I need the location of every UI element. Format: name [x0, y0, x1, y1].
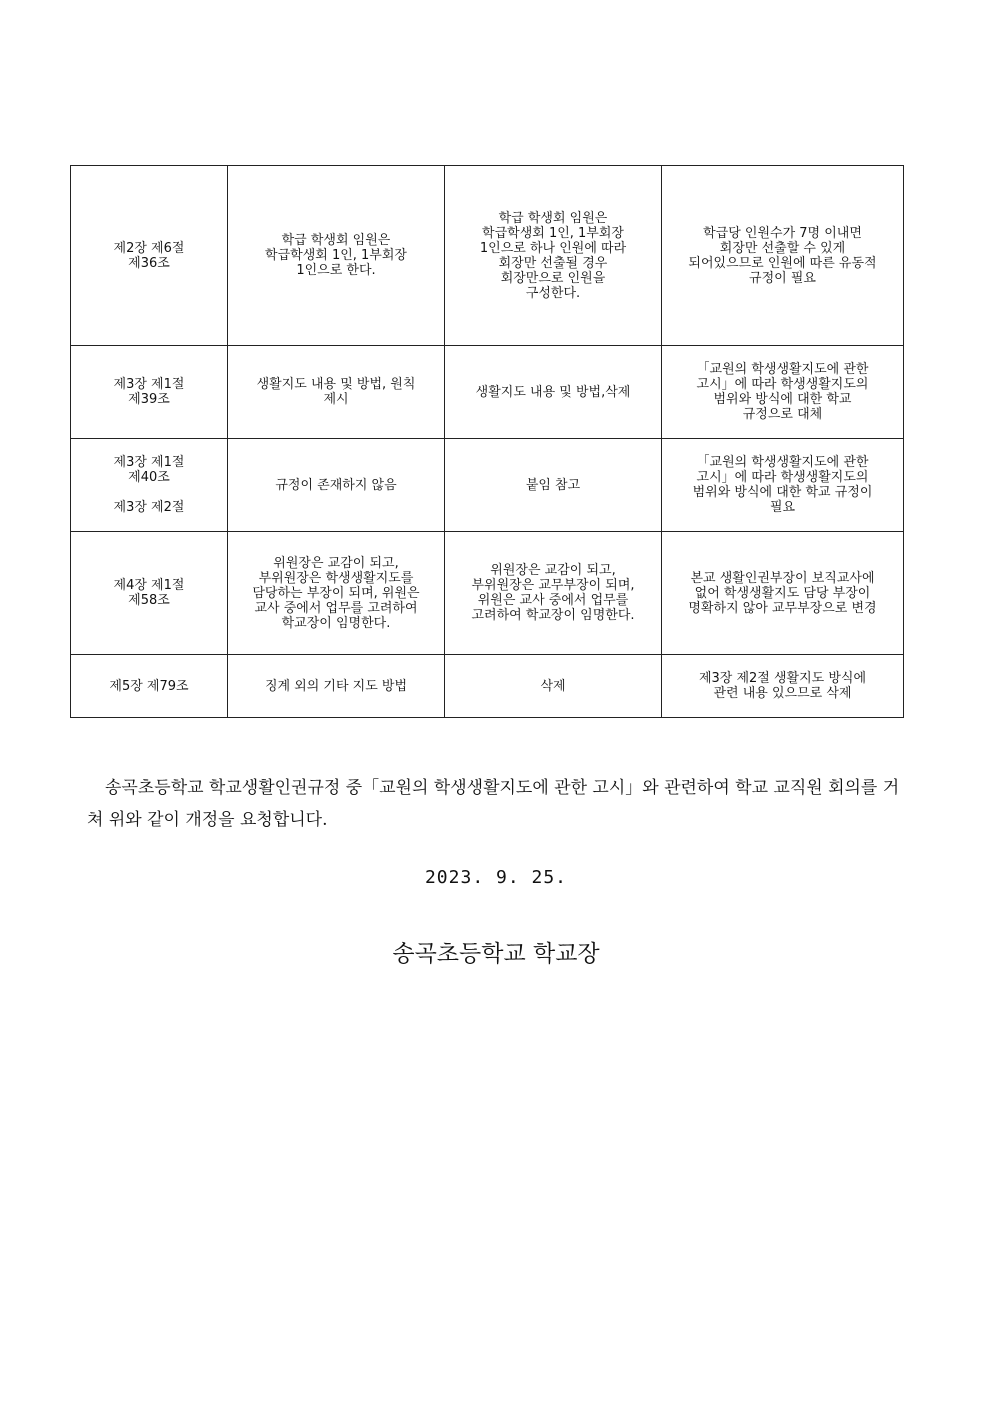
current-cell: [228, 439, 445, 532]
reason-cell: [662, 166, 904, 346]
cell-line: 학급학생회 1인, 1부회장: [265, 248, 407, 263]
cell-line: 위원은 교사 중에서 업무를: [477, 593, 629, 608]
cell-line: 학교장이 임명한다.: [281, 615, 391, 631]
cell-line: 필요: [769, 500, 796, 515]
article-cell: [71, 166, 228, 346]
cell-line: 되어있으므로 인원에 따른 유동적: [688, 255, 877, 271]
cell-line: 제40조: [128, 470, 170, 485]
cell-line: 1인으로 한다.: [296, 263, 376, 278]
reason-cell: [662, 532, 904, 655]
cell-line: 제3장 제1절: [113, 455, 185, 470]
signer-title: 송곡초등학교 학교장: [392, 941, 600, 967]
cell-line: 「교원의 학생생활지도에 관한: [696, 455, 869, 470]
article-cell: [71, 532, 228, 655]
cell-line: 명확하지 않아 교무부장으로 변경: [688, 600, 877, 616]
current-cell: [228, 166, 445, 346]
cell-line: 관련 내용 있으므로 삭제: [713, 686, 852, 701]
cell-line: 「교원의 학생생활지도에 관한: [696, 362, 869, 377]
cell-line: 삭제: [540, 678, 566, 694]
cell-line: 징계 외의 기타 지도 방법: [264, 678, 408, 694]
cell-line: 규정으로 대체: [742, 407, 823, 422]
cell-line: 고시」에 따라 학생생활지도의: [696, 470, 869, 485]
revised-cell: [445, 655, 662, 718]
cell-line: 범위와 방식에 대한 학교: [713, 392, 852, 407]
cell-line: 생활지도 내용 및 방법,삭제: [475, 384, 631, 400]
table-row: [71, 439, 904, 532]
cell-line: 학급당 인원수가 7명 이내면: [703, 225, 862, 241]
table-row: [71, 532, 904, 655]
revised-cell: [445, 166, 662, 346]
cell-line: 범위와 방식에 대한 학교 규정이: [692, 485, 873, 500]
cell-line: 학급학생회 1인, 1부회장: [482, 225, 624, 241]
cell-line: 구성한다.: [525, 285, 581, 301]
blank-line: [77, 485, 221, 500]
current-cell: [228, 655, 445, 718]
cell-line: 학급 학생회 임원은: [498, 210, 608, 226]
cell-line: 제시: [323, 392, 349, 407]
cell-line: 회장만 선출할 수 있게: [719, 240, 846, 256]
cell-line: 붙임 참고: [525, 477, 581, 493]
current-cell: [228, 346, 445, 439]
cell-line: 위원장은 교감이 되고,: [273, 555, 399, 571]
cell-line: 본교 생활인권부장이 보직교사에: [690, 570, 875, 586]
cell-line: 부위원장은 학생생활지도를: [258, 570, 414, 586]
revised-cell: [445, 532, 662, 655]
cell-line: 1인으로 하나 인원에 따라: [479, 240, 627, 256]
article-cell: [71, 655, 228, 718]
cell-line: 없어 학생생활지도 담당 부장이: [694, 585, 871, 601]
cell-line: 제39조: [128, 392, 170, 407]
reason-cell: [662, 346, 904, 439]
cell-line: 제5장 제79조: [109, 678, 189, 694]
cell-line: 규정이 존재하지 않음: [275, 477, 397, 493]
cell-line: 부위원장은 교무부장이 되며,: [471, 578, 635, 593]
cell-line: 회장만 선출될 경우: [498, 255, 608, 271]
reason-cell: [662, 439, 904, 532]
table-row: [71, 655, 904, 718]
cell-line: 회장만으로 인원을: [500, 270, 606, 286]
revision-table: [70, 165, 904, 718]
table-row: [71, 166, 904, 346]
cell-line: 담당하는 부장이 되며, 위원은: [252, 585, 420, 601]
cell-line: 제3장 제2절 생활지도 방식에: [698, 671, 867, 686]
cell-line: 고시」에 따라 학생생활지도의: [696, 377, 869, 392]
reason-cell: [662, 655, 904, 718]
cell-line: 생활지도 내용 및 방법, 원칙: [256, 377, 416, 392]
article-cell: [71, 346, 228, 439]
revised-cell: [445, 439, 662, 532]
revision-table-body: [71, 166, 904, 718]
request-paragraph: 송곡초등학교 학교생활인권규정 중「교원의 학생생활지도에 관한 고시」와 관련하여 학교 교직원 회의를 거쳐 위와 같이 개정을 요청합니다.: [87, 778, 900, 830]
cell-line: 제4장 제1절: [113, 578, 185, 593]
cell-line: 위원장은 교감이 되고,: [490, 563, 616, 578]
table-row: [71, 346, 904, 439]
article-cell: [71, 439, 228, 532]
cell-line: 학급 학생회 임원은: [281, 233, 391, 248]
cell-line: 제36조: [128, 255, 170, 271]
cell-line: 제58조: [128, 593, 170, 608]
cell-line: 고려하여 학교장이 임명한다.: [471, 608, 635, 623]
document-date: 2023. 9. 25.: [424, 867, 568, 888]
cell-line: 제3장 제2절: [113, 500, 185, 515]
revised-cell: [445, 346, 662, 439]
current-cell: [228, 532, 445, 655]
cell-line: 제2장 제6절: [113, 240, 185, 256]
cell-line: 교사 중에서 업무를 고려하여: [254, 600, 418, 616]
cell-line: 규정이 필요: [749, 270, 816, 286]
cell-line: 제3장 제1절: [113, 377, 185, 392]
